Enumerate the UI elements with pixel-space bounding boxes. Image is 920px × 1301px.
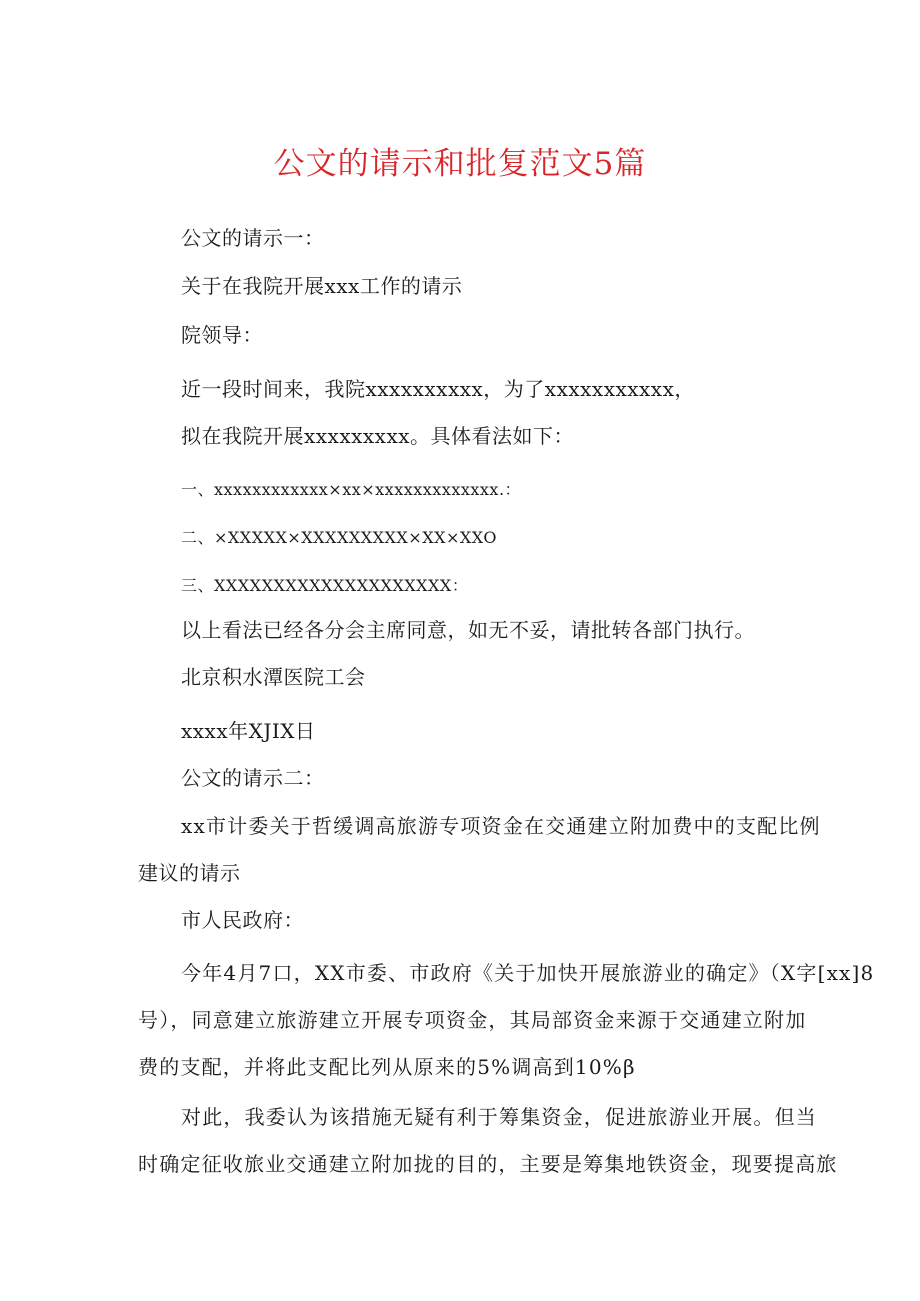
- body-paragraph: 今年4月7口，XX市委、市政府《关于加快开展旅游业的确定》（X字[xx]8: [181, 961, 875, 985]
- list-item: 一、xxxxxxxxxxxx×xx×xxxxxxxxxxxxx.：: [181, 480, 522, 499]
- addressee-2: 市人民政府：: [181, 908, 304, 932]
- body-paragraph: 号），同意建立旅游建立开展专项资金，其局部资金来源于交通建立附加: [138, 1008, 807, 1032]
- list-item: 三、XXXXXXXXXXXXXXXXXXXX：: [181, 576, 469, 595]
- section-heading-1: 公文的请示一：: [181, 226, 325, 250]
- request-subject-2: 建议的请示: [138, 861, 241, 885]
- list-item: 二、×XXXXX×XXXXXXXXX×XX×XXO: [181, 528, 497, 547]
- signature-date: xxxx年XJIX日: [181, 719, 316, 743]
- body-paragraph: 费的支配，并将此支配比列从原来的5%调高到10%β: [138, 1055, 636, 1079]
- body-paragraph: 对此，我委认为该措施无疑有利于筹集资金，促进旅游业开展。但当: [181, 1105, 817, 1129]
- body-paragraph: 时确定征收旅业交通建立附加拢的目的，主要是筹集地铁资金，现要提高旅: [138, 1152, 838, 1176]
- section-heading-2: 公文的请示二：: [181, 766, 325, 790]
- body-paragraph: 以上看法已经各分会主席同意，如无不妥，请批转各部门执行。: [181, 618, 755, 642]
- body-paragraph: 近一段时间来，我院xxxxxxxxxx，为了xxxxxxxxxxx，: [181, 377, 695, 401]
- document-title: 公文的请示和批复范文5篇: [273, 146, 647, 182]
- body-paragraph: 拟在我院开展xxxxxxxxx。具体看法如下：: [181, 424, 575, 448]
- request-subject-1: 关于在我院开展xxx工作的请示: [181, 274, 463, 298]
- signature-organization: 北京积水潭医院工会: [181, 665, 366, 689]
- request-subject-2: xx市计委关于哲缓调高旅游专项资金在交通建立附加费中的支配比例: [181, 814, 821, 838]
- addressee-1: 院领导：: [181, 323, 263, 347]
